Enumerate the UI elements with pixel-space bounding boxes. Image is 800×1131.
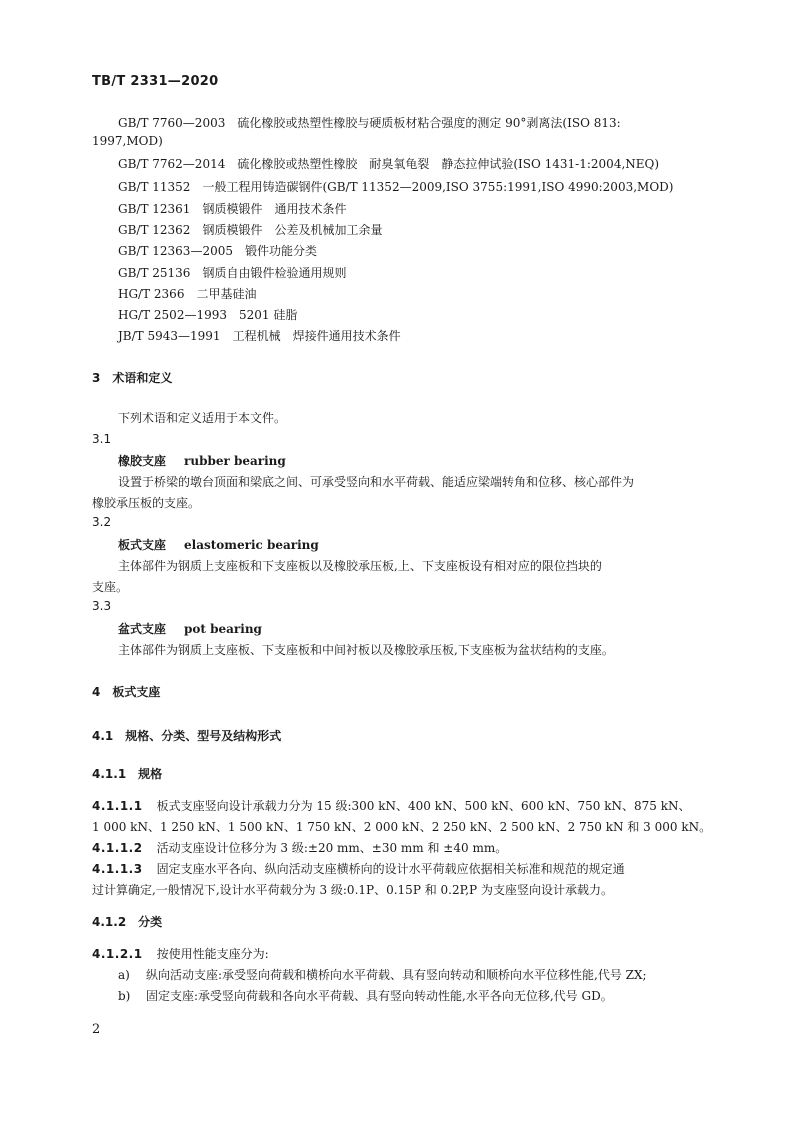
clause (92, 839, 507, 856)
clause-number: 4.1.1.2 (92, 841, 143, 855)
list-item-text: 固定支座:承受竖向荷载和各向水平荷载、具有竖向转动性能,水平各向无位移,代号 GD。 (146, 989, 613, 1003)
standard-number-header: TB/T 2331—2020 (92, 74, 219, 89)
clause-text: 板式支座竖向设计承载力分为 15 级:300 kN、400 kN、500 kN、600 kN、750 kN、875 kN、 (156, 799, 691, 813)
subsection-heading: 4.1.1 规格 (92, 767, 163, 781)
reference-item (118, 155, 659, 172)
reference-item (118, 306, 297, 323)
clause-text: 固定支座水平各向、纵向活动支座横桥向的设计水平荷载应依据相关标准和规范的规定通 (156, 862, 625, 876)
clause-text: 按使用性能支座分为: (156, 947, 269, 961)
section-heading: 4 板式支座 (92, 685, 161, 699)
clause (92, 797, 690, 814)
section-heading: 3 术语和定义 (92, 371, 173, 385)
reference-code: GB/T 7762—2014 (118, 157, 226, 171)
list-item (118, 966, 647, 983)
reference-item (118, 285, 256, 302)
reference-code: GB/T 11352 (118, 180, 191, 194)
reference-code: GB/T 12362 (118, 223, 191, 237)
reference-title: 钢质自由锻件检验通用规则 (202, 266, 347, 280)
clause-number: 4.1.1.1 (92, 799, 143, 813)
reference-continuation: 1997,MOD) (92, 134, 163, 148)
term-cn: 板式支座 (118, 538, 167, 552)
reference-title: 硫化橡胶或热塑性橡胶与硬质板材粘合强度的测定 90°剥离法(ISO 813: (237, 116, 621, 130)
page-number: 2 (92, 1022, 101, 1037)
term-cn: 橡胶支座 (118, 454, 167, 468)
reference-title: 锻件功能分类 (244, 244, 317, 258)
clause-number: 4.1.1.3 (92, 862, 143, 876)
reference-title: 钢质模锻件 通用技术条件 (202, 202, 347, 216)
term-definition: 设置于桥梁的墩台顶面和梁底之间、可承受竖向和水平荷载、能适应梁端转角和位移、核心部件为 (118, 475, 635, 489)
reference-item (118, 221, 382, 238)
reference-code: JB/T 5943—1991 (118, 329, 221, 343)
term-en: pot bearing (184, 622, 262, 636)
reference-item (118, 178, 673, 195)
term-number: 3.2 (92, 515, 112, 529)
reference-item (118, 327, 401, 344)
term-definition: 支座。 (92, 580, 129, 594)
clause-number: 4.1.2.1 (92, 947, 143, 961)
reference-code: GB/T 7760—2003 (118, 116, 226, 130)
reference-title: 工程机械 焊接件通用技术条件 (232, 329, 401, 343)
reference-item (118, 114, 621, 131)
term-number: 3.1 (92, 432, 112, 446)
list-marker: b) (118, 989, 131, 1003)
reference-title: 硫化橡胶或热塑性橡胶 耐臭氧龟裂 静态拉伸试验(ISO 1431-1:2004,NEQ) (237, 157, 660, 171)
clause-text: 1 000 kN、1 250 kN、1 500 kN、1 750 kN、2 000 kN、2 250 kN、2 500 kN、2 750 kN 和 3 000 kN。 (92, 820, 712, 834)
reference-title: 二甲基硅油 (196, 287, 257, 301)
list-item-text: 纵向活动支座:承受竖向荷载和横桥向水平荷载、具有竖向转动和顺桥向水平位移性能,代号 ZX; (146, 968, 647, 982)
term-en: elastomeric bearing (184, 538, 319, 552)
term-definition: 主体部件为钢质上支座板、下支座板和中间衬板以及橡胶承压板,下支座板为盆状结构的支座。 (118, 643, 614, 657)
term-number: 3.3 (92, 599, 112, 613)
term-definition: 主体部件为钢质上支座板和下支座板以及橡胶承压板,上、下支座板设有相对应的限位挡块的 (118, 559, 602, 573)
subsection-heading: 4.1 规格、分类、型号及结构形式 (92, 729, 282, 743)
term-definition: 橡胶承压板的支座。 (92, 496, 201, 510)
list-item (118, 987, 613, 1004)
clause (92, 860, 625, 877)
clause (92, 945, 269, 962)
term-heading (118, 620, 262, 637)
clause-text: 过计算确定,一般情况下,设计水平荷载分为 3 级:0.1P、0.15P 和 0.2P,P 为支座竖向设计承载力。 (92, 883, 613, 897)
reference-item (118, 242, 317, 259)
reference-title: 钢质模锻件 公差及机械加工余量 (202, 223, 383, 237)
term-heading (118, 536, 319, 553)
reference-code: GB/T 25136 (118, 266, 191, 280)
reference-code: HG/T 2502—1993 (118, 308, 227, 322)
clause-text: 活动支座设计位移分为 3 级:±20 mm、±30 mm 和 ±40 mm。 (156, 841, 508, 855)
reference-title: 5201 硅脂 (239, 308, 298, 322)
reference-code: HG/T 2366 (118, 287, 185, 301)
term-cn: 盆式支座 (118, 622, 167, 636)
reference-title: 一般工程用铸造碳钢件(GB/T 11352—2009,ISO 3755:1991,ISO 4990:2003,MOD) (202, 180, 674, 194)
list-marker: a) (118, 968, 130, 982)
reference-item (118, 200, 346, 217)
reference-item (118, 264, 346, 281)
term-en: rubber bearing (184, 454, 286, 468)
reference-code: GB/T 12361 (118, 202, 191, 216)
section-intro: 下列术语和定义适用于本文件。 (118, 411, 287, 425)
term-heading (118, 452, 286, 469)
reference-code: GB/T 12363—2005 (118, 244, 233, 258)
subsection-heading: 4.1.2 分类 (92, 915, 163, 929)
